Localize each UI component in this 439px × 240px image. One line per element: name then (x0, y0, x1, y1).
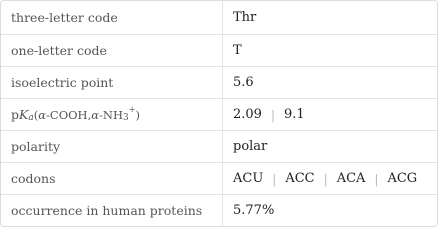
row-value-pka (223, 99, 437, 130)
row-label: codons (1, 163, 223, 194)
table-row-polarity (1, 130, 437, 162)
row-value: T (233, 43, 242, 58)
codon-3: ACA (336, 171, 366, 186)
pka-superscript-plus: + (128, 105, 136, 114)
pka-alpha-1: α (38, 107, 47, 122)
table-row-one-letter-code (1, 34, 437, 66)
pka-nh: -NH (99, 107, 124, 122)
pka-value-2: 9.1 (284, 107, 305, 122)
separator: | (323, 171, 328, 186)
pka-value-1: 2.09 (233, 107, 262, 122)
table-row-pka (1, 98, 437, 130)
separator: | (374, 171, 379, 186)
pka-alpha-2: α (91, 107, 100, 122)
codon-2: ACC (285, 171, 315, 186)
row-label: one-letter code (1, 35, 223, 66)
row-value: polar (233, 139, 268, 154)
row-label: isoelectric point (1, 67, 223, 98)
row-value: 5.6 (233, 75, 254, 90)
row-value: 5.77% (233, 203, 275, 218)
row-value-codons (223, 163, 437, 194)
separator: | (272, 171, 277, 186)
codon-1: ACU (233, 171, 264, 186)
row-label: three-letter code (1, 1, 223, 34)
row-value: Thr (233, 10, 257, 25)
table-row-isoelectric-point (1, 66, 437, 98)
row-label-pka (1, 99, 223, 130)
table-row-codons (1, 162, 437, 194)
row-label: polarity (1, 131, 223, 162)
pka-p: p (11, 107, 20, 122)
codon-4: ACG (387, 171, 418, 186)
pka-paren-close: ) (135, 107, 140, 122)
pka-paren-open: ( (33, 107, 39, 122)
table-row-occurrence (1, 194, 437, 226)
pka-subscript-3: 3 (123, 112, 129, 123)
row-label: occurrence in human proteins (1, 195, 223, 226)
pka-subscript-a: a (28, 112, 34, 123)
separator: | (270, 107, 275, 122)
pka-cooh: -COOH, (46, 107, 92, 122)
pka-K: K (19, 107, 29, 122)
table-row-three-letter-code (1, 1, 437, 34)
